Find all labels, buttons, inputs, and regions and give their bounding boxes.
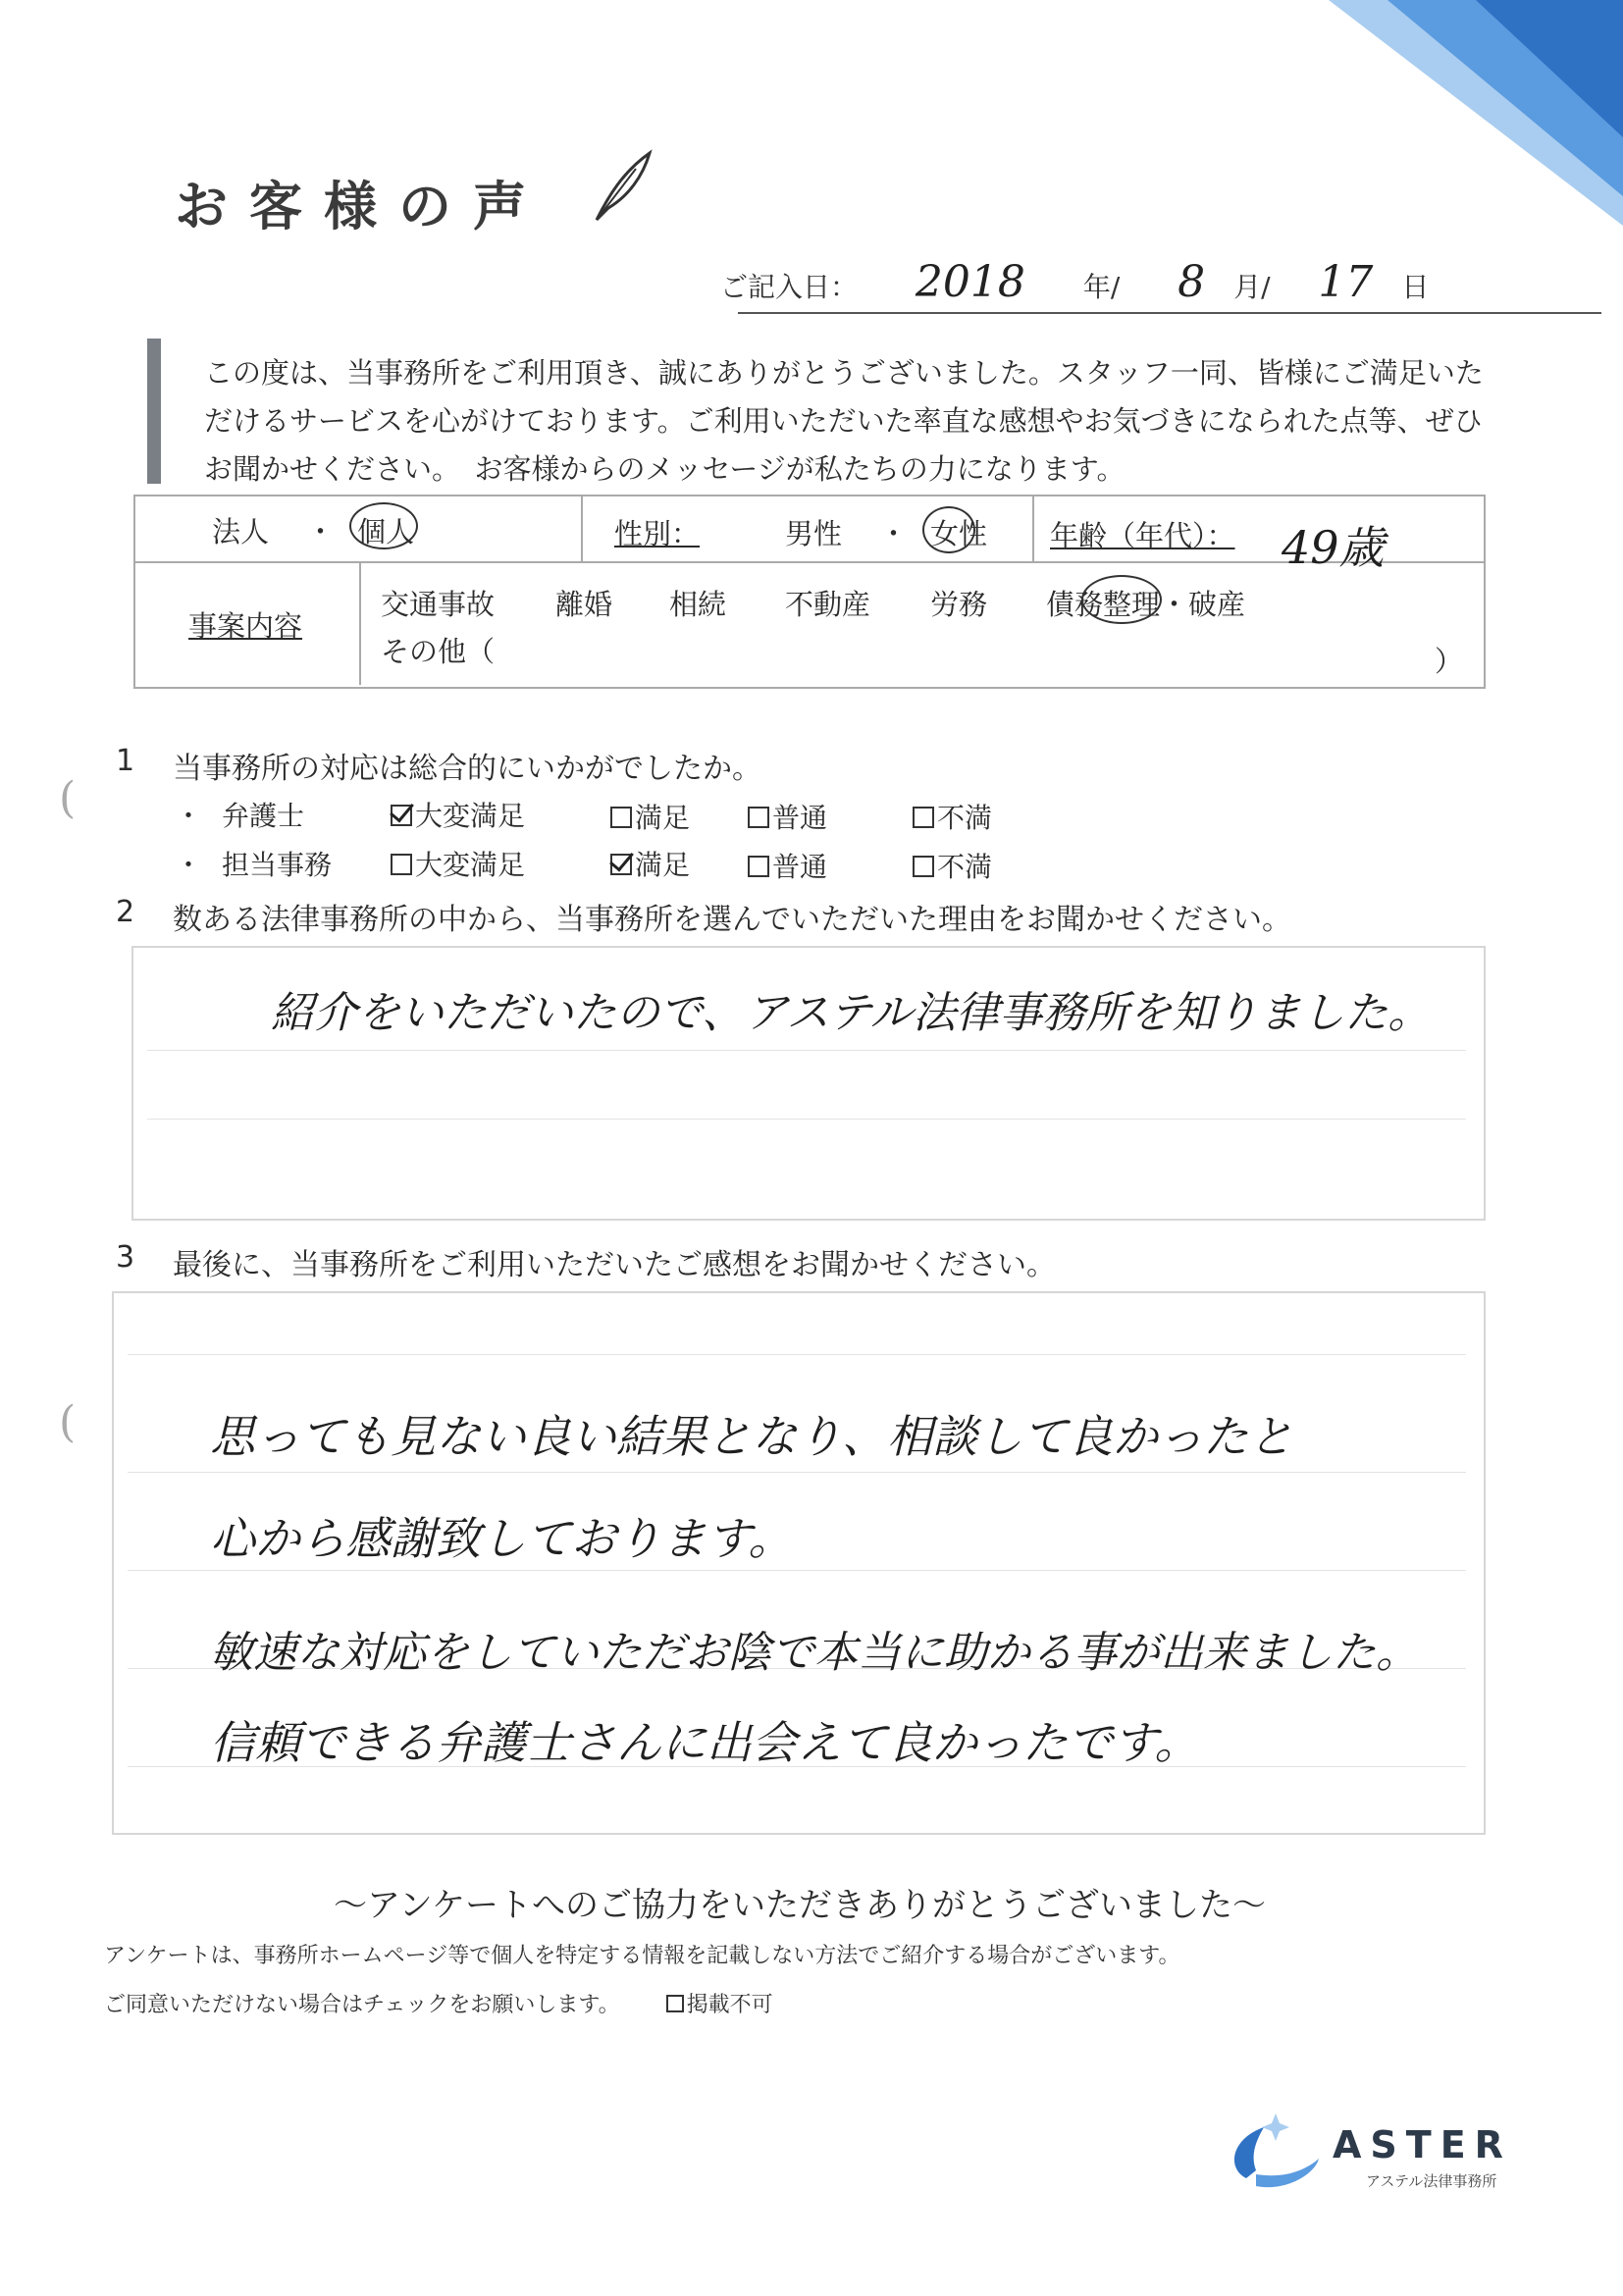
female-option: 女性 — [930, 517, 988, 550]
intro-text — [204, 349, 1519, 494]
intro-line: だけるサービスを心がけております。ご利用いただいた率直な感想やお気づきになられた点等、ぜひ — [204, 404, 1483, 438]
case-item: 債務整理・破産 — [1046, 588, 1246, 621]
checkbox[interactable] — [610, 807, 632, 828]
question-text: 最後に、当事務所をご利用いただいたご感想をお聞かせください。 — [173, 1248, 1056, 1282]
month-value: 8 — [1178, 257, 1206, 307]
checkbox[interactable] — [748, 807, 769, 828]
checkbox[interactable] — [391, 805, 412, 826]
no-publish-option: 掲載不可 — [666, 1993, 773, 2017]
ruled-line — [128, 1354, 1466, 1355]
other-label: その他（ — [381, 635, 496, 668]
other-close: ） — [1435, 645, 1464, 678]
intro-line: お聞かせください。 お客様からのメッセージが私たちの力になります。 — [204, 452, 1126, 486]
date-row — [720, 257, 1429, 307]
option-dissatisfied: 不満 — [913, 797, 992, 836]
punch-hole-mark: ( — [59, 773, 77, 823]
selected-circle — [349, 502, 418, 549]
checkbox[interactable] — [748, 856, 769, 877]
option-satisfied: 満足 — [610, 844, 690, 883]
footer-note: アンケートは、事務所ホームページ等で個人を特定する情報を記載しない方法でご紹介する場合がございます。 — [104, 1944, 1180, 1968]
day-value: 17 — [1318, 257, 1374, 307]
intro-bar — [147, 339, 161, 484]
thanks-message: 〜アンケートへのご協力をいただきありがとうございました〜 — [334, 1886, 1266, 1925]
year-value: 2018 — [915, 257, 1025, 307]
separator-dot: ・ — [879, 517, 909, 550]
separator-dot: ・ — [306, 515, 336, 548]
intro-line: この度は、当事務所をご利用頂き、誠にありがとうございました。スタッフ一同、皆様にご満足いた — [204, 356, 1484, 390]
case-item: 労務 — [930, 588, 988, 621]
option-neutral: 普通 — [748, 797, 827, 836]
selected-circle — [1081, 575, 1162, 624]
divider — [1032, 495, 1034, 561]
age-value: 49歳 — [1282, 521, 1385, 574]
q2-answer: 紹介をいただいたので、アステル法律事務所を知りました。 — [271, 988, 1432, 1038]
bullet: ・ — [175, 849, 203, 881]
case-item: 交通事故 — [381, 588, 496, 621]
day-label: 日 — [1401, 271, 1430, 303]
case-item: 離婚 — [555, 588, 613, 621]
q3-answer-line: 思っても見ない良い結果となり、相談して良かったと — [210, 1410, 1293, 1463]
row-label: 弁護士 — [222, 800, 305, 832]
male-option: 男性 — [785, 517, 843, 550]
corp-option: 法人 — [212, 515, 270, 548]
option-very-satisfied: 大変満足 — [391, 844, 525, 883]
row-label: 担当事務 — [222, 849, 333, 881]
logo-name: ASTER — [1333, 2123, 1512, 2166]
bullet: ・ — [175, 800, 203, 832]
question-number: 3 — [116, 1240, 135, 1275]
ruled-line — [147, 1050, 1466, 1051]
consent-note: ご同意いただけない場合はチェックをお願いします。 — [104, 1993, 620, 2017]
checkbox[interactable] — [913, 856, 934, 877]
footer-note — [104, 1988, 773, 2018]
divider — [359, 561, 361, 685]
feather-icon — [589, 147, 657, 226]
selected-circle — [922, 506, 975, 553]
question-text: 当事務所の対応は総合的にいかがでしたか。 — [173, 752, 761, 786]
year-label: 年/ — [1082, 271, 1121, 303]
age-label: 年齢（年代）： — [1050, 519, 1235, 552]
option-dissatisfied: 不満 — [913, 846, 992, 885]
ruled-line — [128, 1570, 1466, 1571]
date-underline — [738, 312, 1601, 314]
punch-hole-mark: ( — [59, 1397, 77, 1447]
date-label: ご記入日： — [720, 271, 859, 303]
checkbox[interactable] — [610, 854, 632, 875]
option-very-satisfied: 大変満足 — [391, 795, 525, 834]
case-label: 事案内容 — [188, 609, 303, 643]
case-item: 不動産 — [785, 588, 871, 621]
gender-label: 性別： — [614, 517, 701, 550]
checkbox[interactable] — [666, 1995, 684, 2012]
checkbox[interactable] — [391, 854, 412, 875]
question-number: 2 — [116, 895, 135, 929]
logo-subtitle: アステル法律事務所 — [1366, 2172, 1497, 2190]
question-text: 数ある法律事務所の中から、当事務所を選んでいただいた理由をお聞かせください。 — [173, 903, 1291, 937]
q3-answer-line: 信頼できる弁護士さんに出会えて良かったです。 — [210, 1716, 1200, 1769]
q3-answer-line: 心から感謝致しております。 — [210, 1512, 794, 1565]
corner-decoration — [1329, 0, 1623, 226]
option-satisfied: 満足 — [610, 797, 690, 836]
ruled-line — [128, 1472, 1466, 1473]
page-title: お客様の声 — [175, 176, 548, 237]
case-item: 相続 — [669, 588, 727, 621]
option-neutral: 普通 — [748, 846, 827, 885]
individual-option: 個人 — [357, 515, 415, 548]
month-label: 月/ — [1233, 271, 1271, 303]
q3-answer-line: 敏速な対応をしていただお陰で本当に助かる事が出来ました。 — [210, 1628, 1419, 1678]
ruled-line — [147, 1119, 1466, 1120]
checkbox[interactable] — [913, 807, 934, 828]
question-number: 1 — [116, 744, 135, 778]
divider — [581, 495, 583, 561]
